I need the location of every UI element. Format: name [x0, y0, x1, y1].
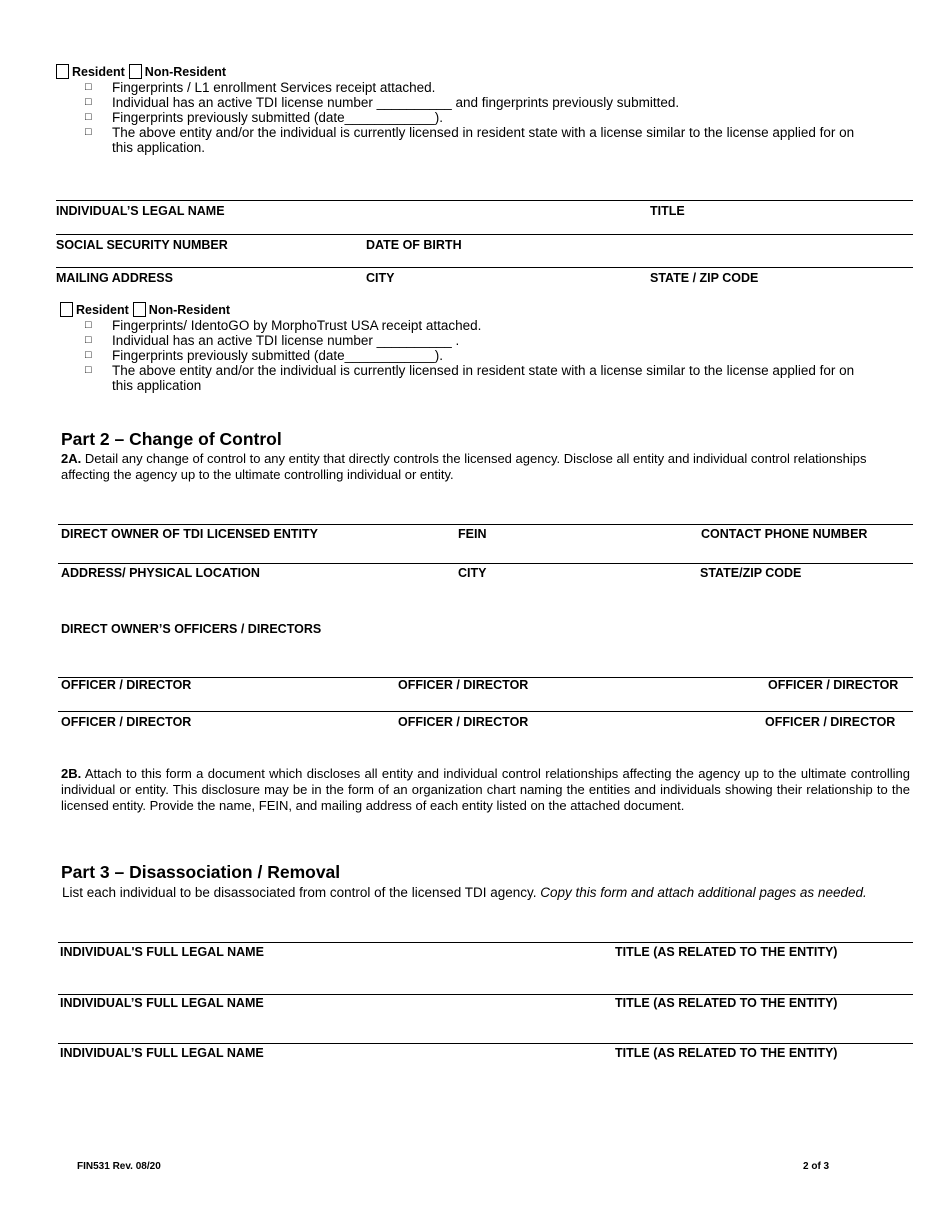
- full-legal-name-label: INDIVIDUAL’S FULL LEGAL NAME: [60, 1046, 264, 1060]
- list-item: □ Individual has an active TDI license number __________ .: [85, 333, 460, 348]
- part3-heading: Part 3 – Disassociation / Removal: [61, 862, 341, 882]
- nonresident-label: Non-Resident: [144, 64, 227, 79]
- list-item: □ Fingerprints / L1 enrollment Services receipt attached.: [85, 80, 436, 95]
- officer-director-label: OFFICER / DIRECTOR: [61, 678, 192, 692]
- divider: [56, 200, 913, 201]
- nonresident-label: Non-Resident: [148, 302, 231, 317]
- entity-title-label: TITLE (AS RELATED TO THE ENTITY): [615, 945, 838, 959]
- requirements-list-1: [85, 80, 855, 155]
- divider: [58, 994, 913, 995]
- checkbox-glyph-icon[interactable]: □: [85, 111, 92, 123]
- legal-name-label: INDIVIDUAL’S LEGAL NAME: [56, 204, 225, 218]
- title-label: TITLE: [650, 204, 685, 218]
- divider: [58, 1043, 913, 1044]
- contact-phone-label: CONTACT PHONE NUMBER: [701, 527, 868, 541]
- officer-director-label: OFFICER / DIRECTOR: [398, 678, 529, 692]
- requirements-list-2: [85, 318, 855, 393]
- entity-title-label: TITLE (AS RELATED TO THE ENTITY): [615, 996, 838, 1010]
- mailing-address-label: MAILING ADDRESS: [56, 271, 173, 285]
- residency-choice-2: [60, 302, 230, 317]
- divider: [58, 524, 913, 525]
- officer-director-label: OFFICER / DIRECTOR: [61, 715, 192, 729]
- dob-label: DATE OF BIRTH: [366, 238, 462, 252]
- checkbox-glyph-icon[interactable]: □: [85, 319, 92, 331]
- resident-checkbox[interactable]: [56, 64, 69, 79]
- officer-director-label: OFFICER / DIRECTOR: [765, 715, 896, 729]
- residency-choice-1: [56, 64, 226, 79]
- officer-director-label: OFFICER / DIRECTOR: [768, 678, 899, 692]
- list-item: □ Fingerprints previously submitted (date____________).: [85, 110, 443, 125]
- part2b-paragraph: 2B. Attach to this form a document which discloses all entity and individual control relationships affecting the agency up to the ultimate controlling individual or entity. This disclosure may be in the form of an organization chart naming the entities and individuals showing their relationship to the licensed entity. Provide the name, FEIN, and mailing address of each entity listed on the attached document.: [61, 766, 910, 813]
- checkbox-glyph-icon[interactable]: □: [85, 364, 92, 376]
- checkbox-glyph-icon[interactable]: □: [85, 349, 92, 361]
- divider: [58, 942, 913, 943]
- part2-heading: Part 2 – Change of Control: [61, 429, 282, 449]
- part2a-paragraph: 2A. Detail any change of control to any entity that directly controls the licensed agency. Disclose all entity and individual control relationships affecting the agency up to the ultimate controlling individual or entity.: [61, 451, 867, 482]
- checkbox-glyph-icon[interactable]: □: [85, 81, 92, 93]
- ssn-label: SOCIAL SECURITY NUMBER: [56, 238, 228, 252]
- checkbox-glyph-icon[interactable]: □: [85, 334, 92, 346]
- divider: [56, 234, 913, 235]
- city-label: CITY: [366, 271, 395, 285]
- entity-title-label: TITLE (AS RELATED TO THE ENTITY): [615, 1046, 838, 1060]
- city-label: CITY: [458, 566, 487, 580]
- divider: [56, 267, 913, 268]
- form-number: FIN531 Rev. 08/20: [77, 1161, 161, 1172]
- page-number: 2 of 3: [803, 1161, 830, 1172]
- nonresident-checkbox[interactable]: [133, 302, 146, 317]
- full-legal-name-label: INDIVIDUAL’S FULL LEGAL NAME: [60, 996, 264, 1010]
- officers-heading: DIRECT OWNER’S OFFICERS / DIRECTORS: [61, 622, 322, 636]
- state-zip-label: STATE / ZIP CODE: [650, 271, 759, 285]
- list-item: □ Fingerprints/ IdentoGO by MorphoTrust USA receipt attached.: [85, 318, 482, 333]
- checkbox-glyph-icon[interactable]: □: [85, 126, 92, 138]
- part3-intro: List each individual to be disassociated from control of the licensed TDI agency. Copy this form and attach additional pages as needed.: [62, 885, 867, 900]
- checkbox-glyph-icon[interactable]: □: [85, 96, 92, 108]
- address-label: ADDRESS/ PHYSICAL LOCATION: [61, 566, 260, 580]
- direct-owner-label: DIRECT OWNER OF TDI LICENSED ENTITY: [61, 527, 318, 541]
- list-item: □ The above entity and/or the individual is currently licensed in resident state with a license similar to the license applied for on this application.: [85, 125, 855, 155]
- state-zip-label: STATE/ZIP CODE: [700, 566, 802, 580]
- divider: [58, 563, 913, 564]
- divider: [58, 711, 913, 712]
- nonresident-checkbox[interactable]: [129, 64, 142, 79]
- fein-label: FEIN: [458, 527, 487, 541]
- list-item: □ The above entity and/or the individual is currently licensed in resident state with a license similar to the license applied for on this application: [85, 363, 855, 393]
- resident-label: Resident: [76, 302, 129, 317]
- list-item: □ Fingerprints previously submitted (date____________).: [85, 348, 443, 363]
- officer-director-label: OFFICER / DIRECTOR: [398, 715, 529, 729]
- list-item: □ Individual has an active TDI license number __________ and fingerprints previously submitted.: [85, 95, 680, 110]
- resident-checkbox[interactable]: [60, 302, 73, 317]
- resident-label: Resident: [72, 64, 125, 79]
- full-legal-name-label: INDIVIDUAL'S FULL LEGAL NAME: [60, 945, 264, 959]
